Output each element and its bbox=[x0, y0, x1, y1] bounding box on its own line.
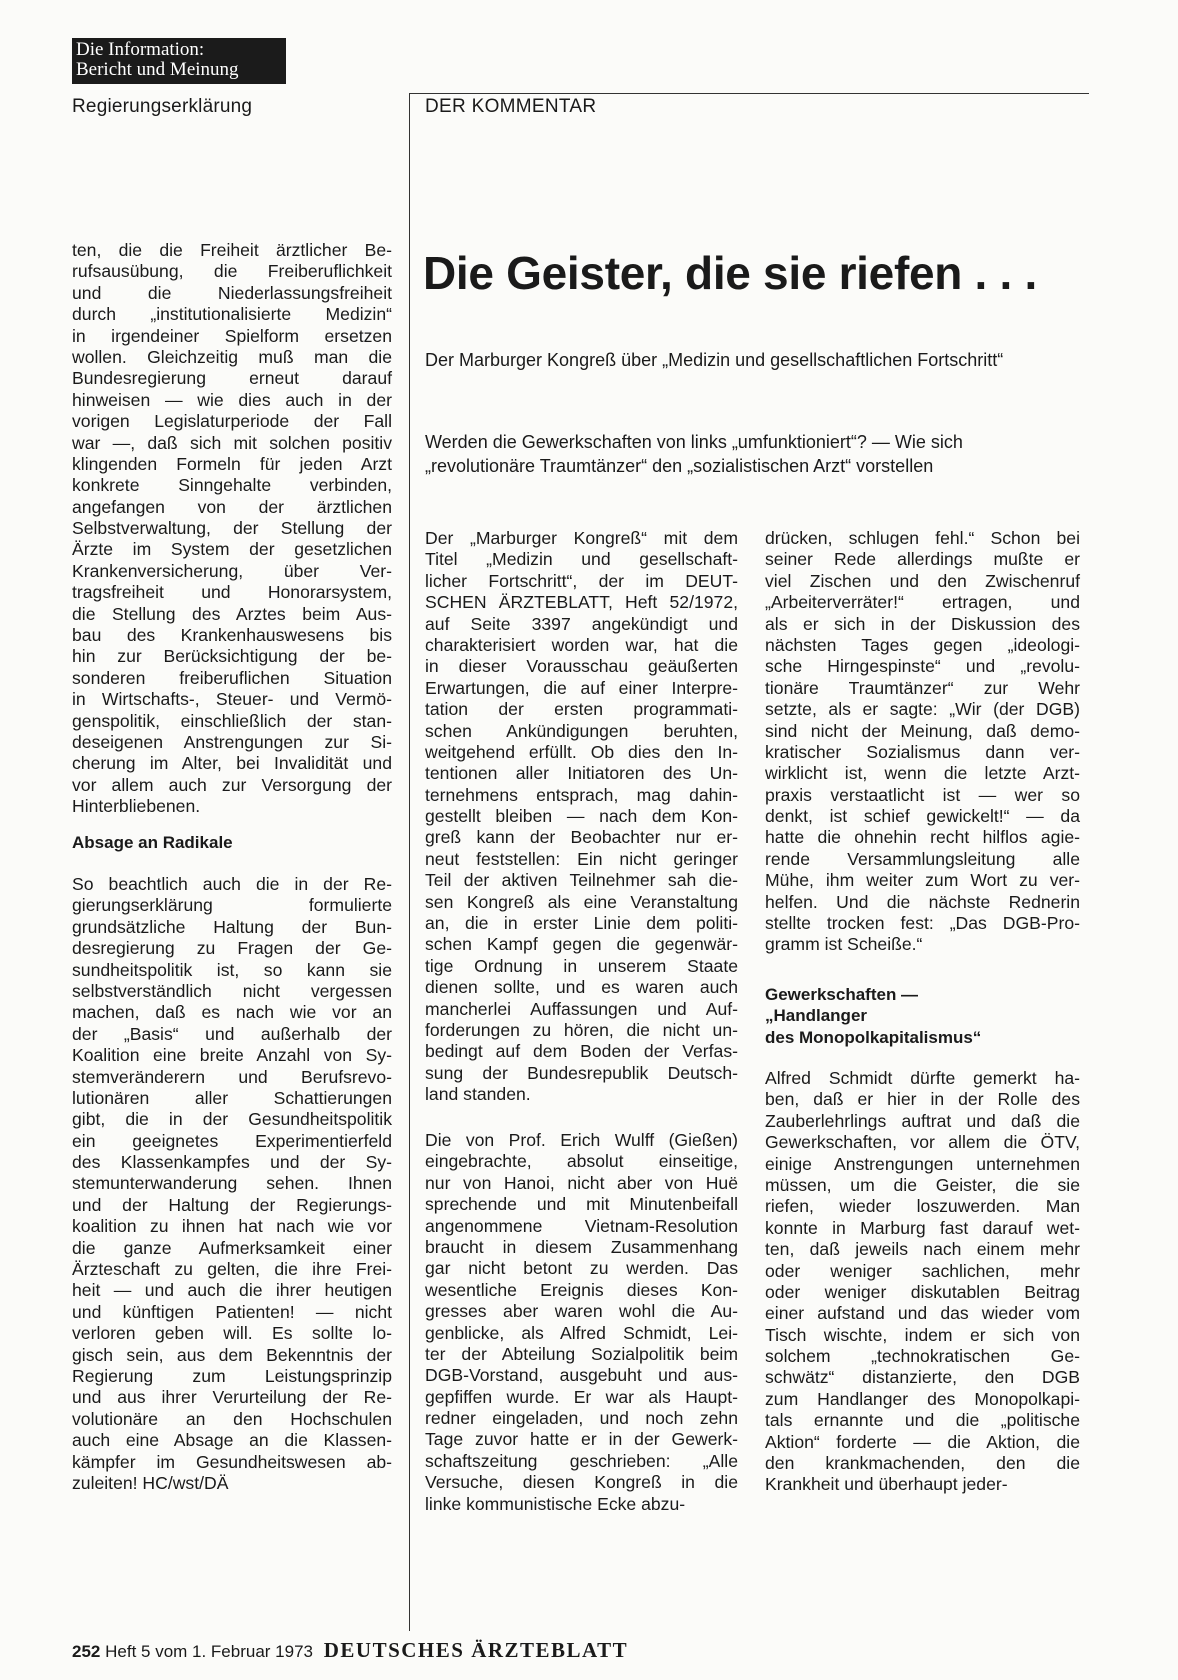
text-line: linke kommunistische Ecke abzu- bbox=[425, 1493, 686, 1514]
text-line: ben, daß er hier in der Rolle des bbox=[765, 1089, 1080, 1110]
text-line: konnte in Marburg fast darauf wet- bbox=[765, 1217, 1080, 1238]
text-line: hinweisen — wie dies auch in der bbox=[72, 389, 392, 410]
text-line: ten, daß jeweils nach einem mehr bbox=[765, 1239, 1080, 1260]
text-line: riefen, wieder loszuwerden. Man bbox=[765, 1196, 1080, 1217]
text-line: mancherlei Auffassungen und Auf- bbox=[425, 998, 738, 1019]
text-line: des Klassenkampfes und der Sy- bbox=[72, 1152, 392, 1173]
text-line: greß kann der Beobachter nur er- bbox=[425, 827, 738, 848]
text-line: rufsausübung, die Freiberuflichkeit bbox=[72, 261, 392, 282]
text-line: konkrete Sinngehalte verbinden, bbox=[72, 475, 392, 496]
subheading-line: „Handlanger bbox=[765, 1006, 868, 1026]
text-line: Regierung zum Leistungsprinzip bbox=[72, 1365, 392, 1386]
text-line: desregierung zu Fragen der Ge- bbox=[72, 938, 392, 959]
text-line: ternehmens entsprach, mag dahin- bbox=[425, 784, 738, 805]
text-line: zum Handlanger des Monopolkapi- bbox=[765, 1388, 1080, 1409]
text-line: DGB-Vorstand, ausgebuht und aus- bbox=[425, 1365, 738, 1386]
text-line: forderungen zu hören, die nicht un- bbox=[425, 1019, 738, 1040]
text-line: sind nicht der Meinung, daß demo- bbox=[765, 720, 1080, 741]
text-line: selbstverständlich nicht vergessen bbox=[72, 980, 392, 1001]
text-line: redner eingeladen, und noch zehn bbox=[425, 1408, 738, 1429]
text-line: auf Seite 3397 angekündigt und bbox=[425, 613, 738, 634]
text-line: gar nicht betont zu werden. Das bbox=[425, 1258, 738, 1279]
right-section-label: DER KOMMENTAR bbox=[425, 96, 597, 117]
text-line: oder weniger diskutablen Beitrag bbox=[765, 1281, 1080, 1302]
text-line: Die von Prof. Erich Wulff (Gießen) bbox=[425, 1130, 738, 1150]
text-line: nur von Hanoi, nicht aber von Huë bbox=[425, 1172, 738, 1193]
text-line: cherung im Alter, bei Invalidität und bbox=[72, 753, 392, 774]
text-line: in dieser Vorausschau geäußerten bbox=[425, 656, 738, 677]
text-line: deseigenen Anstrengungen zur Si- bbox=[72, 731, 392, 752]
text-line: Teil der aktiven Teilnehmer sah die- bbox=[425, 870, 738, 891]
text-line: schaftszeitung geschrieben: „Alle bbox=[425, 1450, 738, 1471]
teaser-line: Werden die Gewerkschaften von links „umfunktioniert“? — Wie sich bbox=[425, 432, 963, 452]
text-line: neut feststellen: Ein nicht geringer bbox=[425, 848, 738, 869]
text-line: die Stellung des Arztes beim Aus- bbox=[72, 603, 392, 624]
text-line: war —, daß sich mit solchen positiv bbox=[72, 432, 392, 453]
text-line: Krankenversicherung, über Ver- bbox=[72, 560, 392, 581]
badge-line-2: Bericht und Meinung bbox=[76, 59, 239, 80]
article-subtitle: Der Marburger Kongreß über „Medizin und gesellschaftlichen Fortschritt“ bbox=[425, 350, 1004, 370]
text-line: Koalition eine breite Anzahl von Sy- bbox=[72, 1045, 392, 1066]
text-line: ten, die die Freiheit ärztlicher Be- bbox=[72, 240, 392, 260]
text-line: machen, daß es nach wie vor an bbox=[72, 1002, 392, 1023]
column-right-heading bbox=[765, 984, 1080, 1048]
text-line: Tisch wischte, indem er sich von bbox=[765, 1324, 1080, 1345]
teaser-line: „revolutionäre Traumtänzer“ den „sozialistischen Arzt“ vorstellen bbox=[425, 456, 934, 476]
text-line: in Wirtschafts-, Steuer- und Vermö- bbox=[72, 689, 392, 710]
text-line: zuleiten! HC/wst/DÄ bbox=[72, 1472, 229, 1493]
text-line: vor allem auch zur Versorgung der bbox=[72, 774, 392, 795]
text-line: müssen, um die Geister, die sie bbox=[765, 1174, 1080, 1195]
text-line: als er sich in der Diskussion des bbox=[765, 613, 1080, 634]
text-line: bedingt auf dem Boden der Verfas- bbox=[425, 1041, 738, 1062]
text-line: sche Hirngespinste“ und „revolu- bbox=[765, 656, 1080, 677]
text-line: weitgehend erfüllt. Ob dies den In- bbox=[425, 741, 738, 762]
text-line: SCHEN ÄRZTEBLATT, Heft 52/1972, bbox=[425, 592, 738, 613]
text-line: klingenden Formeln für jeden Arzt bbox=[72, 453, 392, 474]
left-section-label: Regierungserklärung bbox=[72, 96, 253, 117]
issue-info: Heft 5 vom 1. Februar 1973 bbox=[105, 1642, 313, 1661]
text-line: hatte die ohnehin recht hilflos agie- bbox=[765, 827, 1080, 848]
text-line: tragsfreiheit und Honorarsystem, bbox=[72, 582, 392, 603]
subheading-line: Gewerkschaften — bbox=[765, 985, 919, 1004]
text-line: rende Versammlungsleitung alle bbox=[765, 848, 1080, 869]
text-line: auch eine Absage an die Klassen- bbox=[72, 1430, 392, 1451]
text-line: und künftigen Patienten! — nicht bbox=[72, 1301, 392, 1322]
text-line: einer aufstand und das wieder vom bbox=[765, 1303, 1080, 1324]
text-line: wesentliche Ereignis dieses Kon- bbox=[425, 1279, 738, 1300]
text-line: Krankheit und überhaupt jeder- bbox=[765, 1474, 1008, 1495]
text-line: die ganze Aufmerksamkeit einer bbox=[72, 1237, 392, 1258]
text-line: Versuche, diesen Kongreß in die bbox=[425, 1472, 738, 1493]
text-line: stemunterwanderung sehen. Ihnen bbox=[72, 1173, 392, 1194]
text-line: lutionären aller Schattierungen bbox=[72, 1087, 392, 1108]
text-line: gramm ist Scheiße.“ bbox=[765, 934, 923, 955]
text-line: durch „institutionalisierte Medizin“ bbox=[72, 304, 392, 325]
text-line: koalition zu ihnen hat nach wie vor bbox=[72, 1216, 392, 1237]
subheading: Absage an Radikale bbox=[72, 833, 233, 852]
text-line: genspolitik, einschließlich der stan- bbox=[72, 710, 392, 731]
text-line: helfen. Und die nächste Rednerin bbox=[765, 891, 1080, 912]
text-line: angenommene Vietnam-Resolution bbox=[425, 1215, 738, 1236]
text-line: Zauberlehrlings auftrat und daß die bbox=[765, 1110, 1080, 1131]
text-line: gestellt bleiben — nach dem Kon- bbox=[425, 806, 738, 827]
text-line: tige Ordnung in unserem Staate bbox=[425, 955, 738, 976]
text-line: Mühe, ihm weiter zum Wort zu ver- bbox=[765, 870, 1080, 891]
text-line: wollen. Gleichzeitig muß man die bbox=[72, 346, 392, 367]
text-line: hin zur Berücksichtigung der be- bbox=[72, 646, 392, 667]
text-line: und die Niederlassungsfreiheit bbox=[72, 282, 392, 303]
text-line: „Arbeiterverräter!“ ertragen, und bbox=[765, 592, 1080, 613]
text-line: wirklicht ist, wenn die letzte Arzt- bbox=[765, 763, 1080, 784]
text-line: oder weniger sachlichen, mehr bbox=[765, 1260, 1080, 1281]
text-line: sen Kongreß als eine Veranstaltung bbox=[425, 891, 738, 912]
badge-line-1: Die Information: bbox=[76, 39, 205, 60]
text-line: Ärzte im System der gesetzlichen bbox=[72, 539, 392, 560]
text-line: sung der Bundesrepublik Deutsch- bbox=[425, 1062, 738, 1083]
text-line: drücken, schlugen fehl.“ Schon bei bbox=[765, 528, 1080, 548]
text-line: Titel „Medizin und gesellschaft- bbox=[425, 549, 738, 570]
text-line: Bundesregierung erneut darauf bbox=[72, 368, 392, 389]
text-line: einige Anstrengungen unternehmen bbox=[765, 1153, 1080, 1174]
column-middle-block-2 bbox=[425, 1130, 738, 1515]
text-line: tation der ersten programmati- bbox=[425, 699, 738, 720]
text-line: gepfiffen wurde. Er war als Haupt- bbox=[425, 1386, 738, 1407]
text-line: seiner Rede allerdings mußte er bbox=[765, 549, 1080, 570]
text-line: Gewerkschaften, vor allem die ÖTV, bbox=[765, 1132, 1080, 1153]
journal-masthead: DEUTSCHES ÄRZTEBLATT bbox=[323, 1638, 629, 1662]
text-line: verloren geben will. Es sollte lo- bbox=[72, 1323, 392, 1344]
text-line: gierungserklärung formulierte bbox=[72, 895, 392, 916]
text-line: und der Haltung der Regierungs- bbox=[72, 1194, 392, 1215]
text-line: tals ernannte und die „politische bbox=[765, 1410, 1080, 1431]
text-line: kämpfer im Gesundheitswesen ab- bbox=[72, 1451, 392, 1472]
text-line: Erwartungen, die auf einer Interpre- bbox=[425, 677, 738, 698]
page-number: 252 bbox=[72, 1642, 101, 1661]
column-middle-block-1 bbox=[425, 528, 738, 1106]
column-left-block-1 bbox=[72, 240, 392, 818]
article-teaser bbox=[425, 430, 1075, 478]
text-line: ein geeignetes Experimentierfeld bbox=[72, 1130, 392, 1151]
text-line: Alfred Schmidt dürfte gemerkt ha- bbox=[765, 1068, 1080, 1088]
text-line: nächsten Tages gegen „ideologi- bbox=[765, 634, 1080, 655]
text-line: bau des Krankenhauswesens bis bbox=[72, 625, 392, 646]
column-right-block-1 bbox=[765, 528, 1080, 956]
text-line: den krankmachenden, den die bbox=[765, 1453, 1080, 1474]
text-line: eingebrachte, absolut einseitige, bbox=[425, 1151, 738, 1172]
text-line: So beachtlich auch die in der Re- bbox=[72, 874, 392, 894]
text-line: gibt, die in der Gesundheitspolitik bbox=[72, 1109, 392, 1130]
text-line: volutionäre an den Hochschulen bbox=[72, 1408, 392, 1429]
text-line: setzte, als er sagte: „Wir (der DGB) bbox=[765, 699, 1080, 720]
page-footer bbox=[72, 1638, 628, 1663]
column-divider bbox=[409, 93, 410, 1631]
text-line: licher Fortschritt“, der im DEUT- bbox=[425, 570, 738, 591]
text-line: Der „Marburger Kongreß“ mit dem bbox=[425, 528, 738, 548]
subheading-line: des Monopolkapitalismus“ bbox=[765, 1027, 982, 1047]
text-line: viel Zischen und den Zwischenruf bbox=[765, 570, 1080, 591]
text-line: Ärzteschaft zu gelten, die ihre Frei- bbox=[72, 1259, 392, 1280]
text-line: heit — und auch die ihrer heutigen bbox=[72, 1280, 392, 1301]
text-line: Aktion“ forderte — die Aktion, die bbox=[765, 1431, 1080, 1452]
text-line: Selbstverwaltung, der Stellung der bbox=[72, 518, 392, 539]
text-line: ter der Abteilung Sozialpolitik beim bbox=[425, 1343, 738, 1364]
article-headline: Die Geister, die sie riefen . . . bbox=[423, 247, 1037, 299]
column-right-block-2 bbox=[765, 1068, 1080, 1496]
text-line: sprechende und mit Minutenbeifall bbox=[425, 1194, 738, 1215]
text-line: Tage zuvor hatte er in der Gewerk- bbox=[425, 1429, 738, 1450]
text-line: schen Ankündigungen beruhten, bbox=[425, 720, 738, 741]
text-line: und aus ihrer Verurteilung der Re- bbox=[72, 1387, 392, 1408]
text-line: schen Kampf gegen die gegenwär- bbox=[425, 934, 738, 955]
text-line: solchem „technokratischen Ge- bbox=[765, 1346, 1080, 1367]
text-line: praxis verstaatlicht ist — wer so bbox=[765, 784, 1080, 805]
text-line: dienen sollte, und es waren auch bbox=[425, 977, 738, 998]
text-line: der „Basis“ und außerhalb der bbox=[72, 1023, 392, 1044]
text-line: tentionen aller Initiatoren des Un- bbox=[425, 763, 738, 784]
text-line: stellte trocken fest: „Das DGB-Pro- bbox=[765, 913, 1080, 934]
text-line: vorigen Legislaturperiode der Fall bbox=[72, 411, 392, 432]
text-line: stemveränderern und Berufsrevo- bbox=[72, 1066, 392, 1087]
column-left-heading bbox=[72, 832, 392, 853]
text-line: charakterisiert worden war, hat die bbox=[425, 634, 738, 655]
text-line: genblicke, als Alfred Schmidt, Lei- bbox=[425, 1322, 738, 1343]
text-line: schwätz“ distanzierte, den DGB bbox=[765, 1367, 1080, 1388]
publication-section-badge bbox=[72, 38, 286, 84]
column-left-block-2 bbox=[72, 874, 392, 1494]
text-line: kratischer Sozialismus dann ver- bbox=[765, 741, 1080, 762]
text-line: gisch sein, aus dem Bekenntnis der bbox=[72, 1344, 392, 1365]
text-line: tionäre Traumtänzer“ zur Wehr bbox=[765, 677, 1080, 698]
text-line: Hinterbliebenen. bbox=[72, 796, 201, 817]
text-line: grundsätzliche Haltung der Bun- bbox=[72, 916, 392, 937]
text-line: denkt, ist schief gewickelt!“ — da bbox=[765, 806, 1080, 827]
text-line: gresses aber waren wohl die Au- bbox=[425, 1301, 738, 1322]
text-line: sonderen freiberuflichen Situation bbox=[72, 667, 392, 688]
text-line: land standen. bbox=[425, 1084, 531, 1105]
text-line: braucht in diesem Zusammenhang bbox=[425, 1236, 738, 1257]
text-line: sundheitspolitik ist, so kann sie bbox=[72, 959, 392, 980]
text-line: an, die in erster Linie dem politi- bbox=[425, 913, 738, 934]
text-line: angefangen von der ärztlichen bbox=[72, 496, 392, 517]
text-line: in irgendeiner Spielform ersetzen bbox=[72, 325, 392, 346]
header-rule bbox=[409, 93, 1089, 94]
